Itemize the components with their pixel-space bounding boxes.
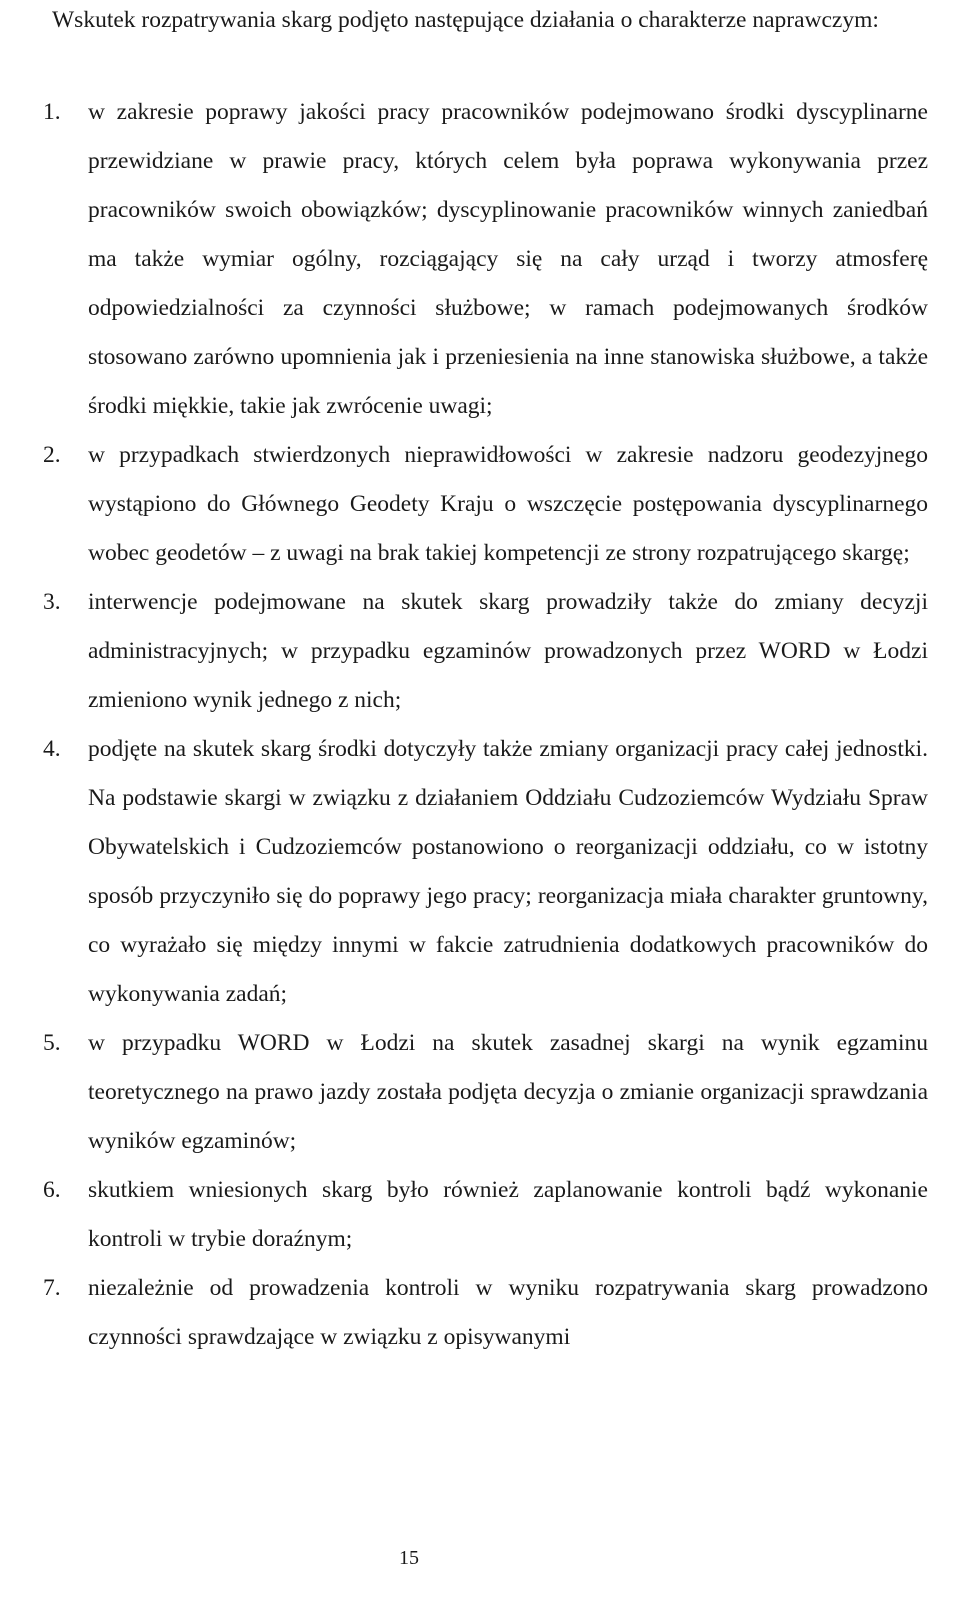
list-item-text: niezależnie od prowadzenia kontroli w wyniku rozpatrywania skarg prowadzono czynności sprawdzające w związku z opisywanymi (88, 1275, 928, 1350)
list-item-number: 5. (43, 1030, 61, 1056)
list-item-number: 1. (43, 99, 61, 125)
list-item-number: 2. (43, 442, 61, 468)
list-item-number: 6. (43, 1177, 61, 1203)
list-item-text: w zakresie poprawy jakości pracy pracowników podejmowano środki dyscyplinarne przewidziane w prawie pracy, których celem była poprawa wykonywania przez pracowników swoich obowiązków; dyscyplinowanie pracowników winnych zaniedbań ma także wymiar ogólny, rozciągający się na cały urząd i tworzy atmosferę odpowiedzialności za czynności służbowe; w ramach podejmowanych środków stosowano zarówno upomnienia jak i przeniesienia na inne stanowiska służbowe, a także środki miękkie, takie jak zwrócenie uwagi; (88, 99, 928, 419)
list-item (0, 578, 928, 725)
list-item-number: 3. (43, 589, 61, 615)
page-number: 15 (399, 1547, 419, 1569)
intro-paragraph: Wskutek rozpatrywania skarg podjęto następujące działania o charakterze naprawczym: (52, 7, 879, 33)
list-item-text: interwencje podejmowane na skutek skarg prowadziły także do zmiany decyzji administracyjnych; w przypadku egzaminów prowadzonych przez WORD w Łodzi zmieniono wynik jednego z nich; (88, 589, 928, 713)
list-item (0, 431, 928, 578)
list-item-number: 7. (43, 1275, 61, 1301)
list-item (0, 1264, 928, 1362)
list-item-text: w przypadkach stwierdzonych nieprawidłowości w zakresie nadzoru geodezyjnego wystąpiono do Głównego Geodety Kraju o wszczęcie postępowania dyscyplinarnego wobec geodetów – z uwagi na brak takiej kompetencji ze strony rozpatrującego skargę; (88, 442, 928, 566)
list-item-text: skutkiem wniesionych skarg było również zaplanowanie kontroli bądź wykonanie kontroli w trybie doraźnym; (88, 1177, 928, 1252)
list-item-number: 4. (43, 736, 61, 762)
remedial-actions-list (0, 88, 960, 1362)
list-item-text: w przypadku WORD w Łodzi na skutek zasadnej skargi na wynik egzaminu teoretycznego na prawo jazdy została podjęta decyzja o zmianie organizacji sprawdzania wyników egzaminów; (88, 1030, 928, 1154)
list-item (0, 725, 928, 1019)
list-item (0, 88, 928, 431)
list-item (0, 1166, 928, 1264)
list-item-text: podjęte na skutek skarg środki dotyczyły także zmiany organizacji pracy całej jednostki. Na podstawie skargi w związku z działaniem Oddziału Cudzoziemców Wydziału Spraw Obywatelskich i Cudzoziemców postanowiono o reorganizacji oddziału, co w istotny sposób przyczyniło się do poprawy jego pracy; reorganizacja miała charakter gruntowny, co wyrażało się między innymi w fakcie zatrudnienia dodatkowych pracowników do wykonywania zadań; (88, 736, 928, 1007)
list-item (0, 1019, 928, 1166)
